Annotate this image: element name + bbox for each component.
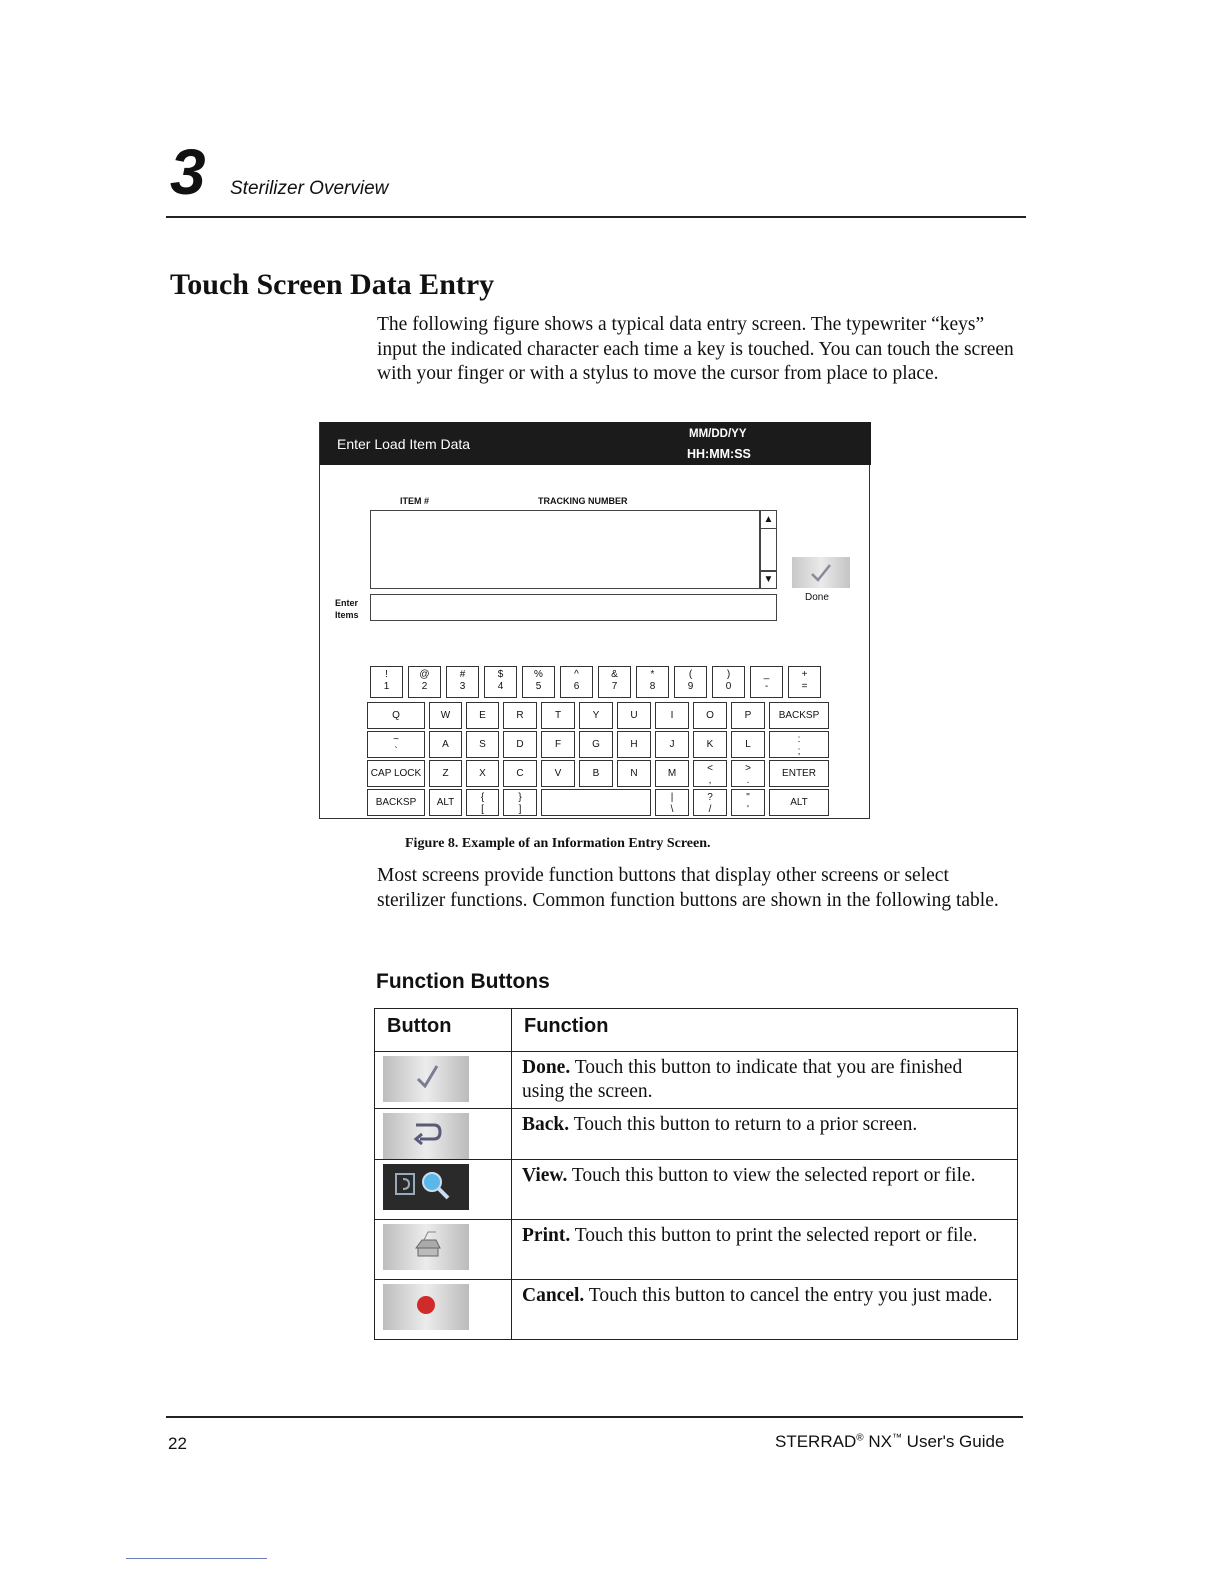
screen-title: Enter Load Item Data <box>337 436 471 452</box>
function-buttons-intro: Most screens provide function buttons that display other screens or select sterilizer functions. Common function buttons are shown in the following table. <box>377 865 999 911</box>
keyboard-key[interactable]: T <box>541 702 575 729</box>
keyboard-key[interactable]: J <box>655 731 689 758</box>
footer-product: NX <box>863 1432 892 1451</box>
key-char: \ <box>670 804 674 815</box>
key-char: / <box>708 804 712 815</box>
table-row <box>375 1160 1018 1220</box>
keyboard-key[interactable]: K <box>693 731 727 758</box>
key-char: 0 <box>725 681 732 692</box>
chapter-number: 3 <box>170 136 206 208</box>
checkmark-icon <box>406 1058 446 1100</box>
key-shift-char: % <box>534 669 543 680</box>
keyboard-key[interactable]: V <box>541 760 575 787</box>
keyboard-key[interactable] <box>560 666 593 698</box>
function-text: Touch this button to print the selected report or file. <box>570 1225 978 1246</box>
keyboard-key[interactable]: U <box>617 702 651 729</box>
key-shift-char: ^ <box>574 669 579 680</box>
keyboard-key[interactable] <box>674 666 707 698</box>
checkmark-button <box>383 1056 469 1102</box>
table-row <box>375 1109 1018 1160</box>
function-name: Print. <box>522 1225 571 1246</box>
keyboard-key[interactable] <box>484 666 517 698</box>
keyboard-key[interactable] <box>655 789 689 816</box>
key-shift-char: + <box>801 669 808 680</box>
scrollbar-track[interactable] <box>760 529 777 571</box>
keyboard-key[interactable] <box>503 789 537 816</box>
keyboard-key[interactable]: BACKSP <box>769 702 829 729</box>
key-shift-char: & <box>611 669 618 680</box>
checkmark-icon <box>792 557 850 588</box>
section-title: Touch Screen Data Entry <box>170 268 495 301</box>
header-rule <box>166 216 1026 218</box>
screen-time: HH:MM:SS <box>687 447 751 461</box>
keyboard-key[interactable]: F <box>541 731 575 758</box>
key-shift-char: ( <box>688 669 693 680</box>
function-text: Touch this button to cancel the entry you just made. <box>584 1285 993 1306</box>
keyboard-key[interactable] <box>731 789 765 816</box>
keyboard-key[interactable]: M <box>655 760 689 787</box>
view-magnifier-button <box>383 1164 469 1210</box>
function-name: View. <box>522 1165 568 1186</box>
button-cell <box>375 1109 512 1160</box>
key-shift-char: | <box>670 792 674 803</box>
key-shift-char: ~ <box>393 734 399 745</box>
keyboard-key[interactable]: X <box>466 760 499 787</box>
keyboard-key[interactable]: C <box>503 760 537 787</box>
button-column-header: Button <box>375 1009 512 1052</box>
key-char: 3 <box>459 681 466 692</box>
back-arrow-icon <box>406 1115 446 1157</box>
keyboard-key[interactable] <box>522 666 555 698</box>
keyboard-key[interactable]: ALT <box>769 789 829 816</box>
function-name: Cancel. <box>522 1285 585 1306</box>
function-description <box>512 1280 1018 1340</box>
key-shift-char: ? <box>707 792 713 803</box>
function-column-header: Function <box>512 1009 1018 1052</box>
keyboard-key[interactable] <box>693 760 727 787</box>
function-name: Done. <box>522 1057 571 1078</box>
chapter-title: Sterilizer Overview <box>230 178 389 199</box>
function-buttons-table <box>374 1008 1018 1340</box>
key-shift-char: } <box>518 792 522 803</box>
function-text: Touch this button to indicate that you are finished using the screen. <box>522 1057 963 1102</box>
key-shift-char: # <box>459 669 466 680</box>
keyboard-key[interactable] <box>731 760 765 787</box>
bottom-line <box>126 1558 267 1559</box>
data-entry-screen-figure <box>319 422 870 819</box>
key-shift-char: < <box>707 763 713 774</box>
button-cell <box>375 1280 512 1340</box>
key-shift-char: > <box>745 763 751 774</box>
key-shift-char: : <box>797 734 801 745</box>
registered-mark: ® <box>856 1432 864 1444</box>
key-shift-char: { <box>480 792 485 803</box>
screen-title-bar <box>320 422 871 465</box>
keyboard-key[interactable] <box>466 789 499 816</box>
key-shift-char: " <box>746 792 750 803</box>
key-shift-char: $ <box>497 669 504 680</box>
keyboard-key[interactable]: D <box>503 731 537 758</box>
function-text: Touch this button to return to a prior screen. <box>569 1114 918 1135</box>
keyboard-key[interactable]: H <box>617 731 651 758</box>
keyboard-key[interactable]: Q <box>367 702 425 729</box>
key-char: 2 <box>421 681 428 692</box>
keyboard-key[interactable]: R <box>503 702 537 729</box>
keyboard-key[interactable]: Y <box>579 702 613 729</box>
printer-icon <box>406 1226 446 1268</box>
cancel-red-dot-icon <box>406 1286 446 1328</box>
key-char: 9 <box>687 681 694 692</box>
keyboard-key[interactable] <box>636 666 669 698</box>
key-char: 8 <box>649 681 656 692</box>
keyboard-key[interactable]: ENTER <box>769 760 829 787</box>
done-button[interactable] <box>792 557 850 588</box>
keyboard-key[interactable] <box>750 666 783 698</box>
keyboard-key[interactable]: CAP LOCK <box>367 760 425 787</box>
key-char: ` <box>394 746 398 757</box>
button-cell <box>375 1052 512 1109</box>
key-char: , <box>708 775 712 786</box>
function-buttons-heading: Function Buttons <box>376 970 550 993</box>
keyboard-key[interactable]: E <box>466 702 499 729</box>
printer-button <box>383 1224 469 1270</box>
enter-items-field[interactable] <box>370 594 777 621</box>
function-name: Back. <box>522 1114 570 1135</box>
key-char: = <box>801 681 808 692</box>
intro-paragraph: The following figure shows a typical data entry screen. The typewriter “keys” input the indicated character each time a key is touched. You can touch the screen with your finger or with a stylus to move the cursor from place to place. <box>377 314 1014 384</box>
keyboard-key[interactable]: W <box>429 702 462 729</box>
table-row <box>375 1280 1018 1340</box>
footer-brand: STERRAD <box>775 1432 857 1451</box>
keyboard-key[interactable] <box>712 666 745 698</box>
function-description <box>512 1160 1018 1220</box>
footer-title <box>775 1432 1004 1452</box>
tracking-column-label: TRACKING NUMBER <box>538 496 628 506</box>
done-label: Done <box>805 592 829 603</box>
function-text: Touch this button to view the selected report or file. <box>567 1165 976 1186</box>
keyboard-key[interactable]: L <box>731 731 765 758</box>
key-shift-char: ! <box>385 669 388 680</box>
keyboard-key[interactable]: S <box>466 731 499 758</box>
table-row <box>375 1220 1018 1280</box>
keyboard-key[interactable] <box>598 666 631 698</box>
page-number: 22 <box>168 1434 187 1453</box>
keyboard-key[interactable]: G <box>579 731 613 758</box>
keyboard-key[interactable]: ALT <box>429 789 462 816</box>
scroll-down-arrow-icon[interactable]: ▼ <box>760 571 777 589</box>
function-description <box>512 1220 1018 1280</box>
key-char: 1 <box>383 681 390 692</box>
key-char: 7 <box>611 681 618 692</box>
screen-date: MM/DD/YY <box>689 428 747 440</box>
keyboard-key[interactable] <box>408 666 441 698</box>
key-char: ' <box>747 804 749 815</box>
figure-caption: Figure 8. Example of an Information Entry Screen. <box>405 836 711 851</box>
key-char: 6 <box>573 681 580 692</box>
key-char: [ <box>481 804 484 815</box>
key-char: ; <box>797 746 801 757</box>
keyboard-key[interactable]: N <box>617 760 651 787</box>
item-column-label: ITEM # <box>400 496 430 506</box>
keyboard-key[interactable] <box>788 666 821 698</box>
key-char: - <box>764 681 769 692</box>
keyboard-key[interactable] <box>693 789 727 816</box>
table-row <box>375 1052 1018 1109</box>
keyboard-key[interactable] <box>370 666 403 698</box>
footer-guide: User's Guide <box>901 1432 1005 1451</box>
keyboard-key[interactable]: I <box>655 702 689 729</box>
key-shift-char: ) <box>726 669 731 680</box>
trademark-mark: ™ <box>891 1432 902 1444</box>
function-description <box>512 1052 1018 1109</box>
space-bar[interactable] <box>541 789 651 816</box>
key-char: 4 <box>497 681 504 692</box>
cancel-red-dot-button <box>383 1284 469 1330</box>
keyboard-key[interactable]: Z <box>429 760 462 787</box>
scroll-up-arrow-icon[interactable]: ▲ <box>760 510 777 529</box>
view-magnifier-icon <box>386 1164 466 1210</box>
key-shift-char: * <box>650 669 655 680</box>
keyboard-key[interactable]: A <box>429 731 462 758</box>
key-char: 5 <box>535 681 542 692</box>
keyboard-key[interactable]: P <box>731 702 765 729</box>
enter-items-label: Enter Items <box>335 598 359 620</box>
key-char: . <box>746 775 750 786</box>
button-cell <box>375 1160 512 1220</box>
keyboard-key[interactable] <box>446 666 479 698</box>
key-char: ] <box>518 804 522 815</box>
keyboard-key[interactable]: BACKSP <box>367 789 425 816</box>
back-arrow-button <box>383 1113 469 1159</box>
button-cell <box>375 1220 512 1280</box>
keyboard-key[interactable] <box>769 731 829 758</box>
function-description <box>512 1109 1018 1160</box>
keyboard-key[interactable]: O <box>693 702 727 729</box>
keyboard-key[interactable] <box>367 731 425 758</box>
key-shift-char: @ <box>419 669 430 680</box>
footer-rule <box>166 1416 1023 1418</box>
item-list-box[interactable] <box>370 510 760 589</box>
keyboard-key[interactable]: B <box>579 760 613 787</box>
key-shift-char: _ <box>763 669 770 680</box>
table-header-row <box>375 1009 1018 1052</box>
